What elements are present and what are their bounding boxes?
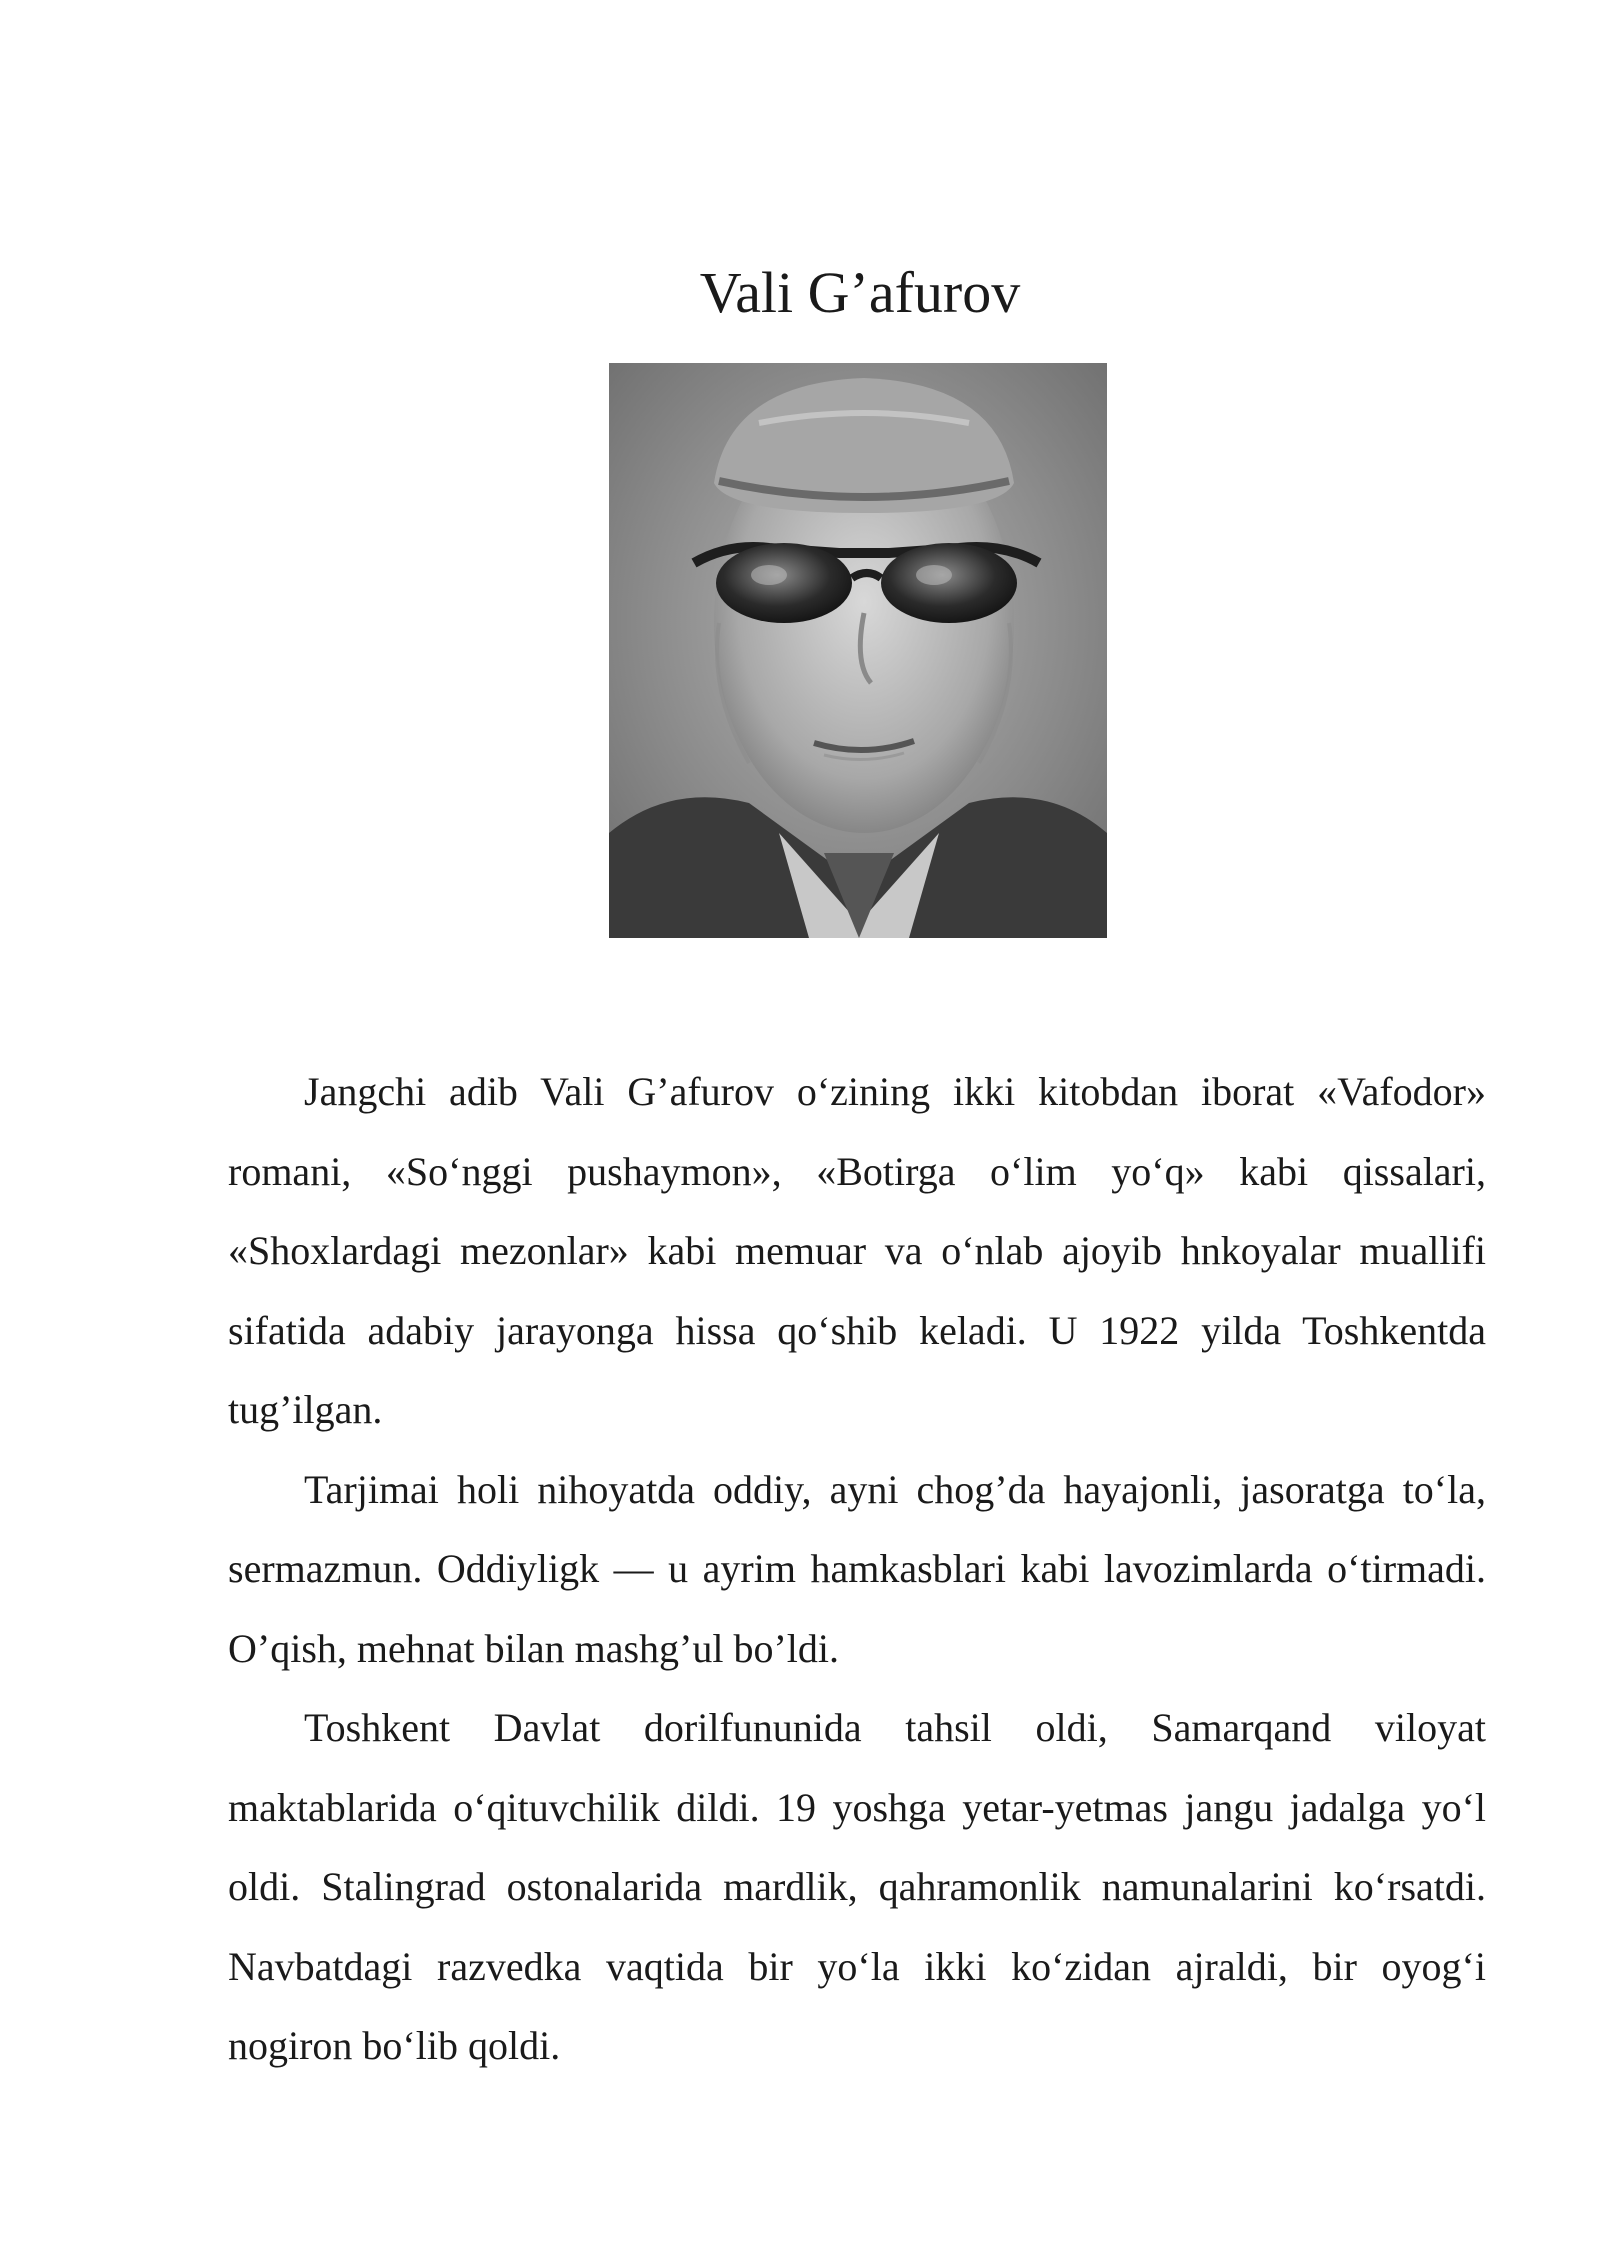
paragraph-3: Toshkent Davlat dorilfununida tahsil oldi, Samarqand viloyat maktablarida o‘qituvchilik dildi. 19 yoshga yetar-yetmas jangu jadalga yo‘l oldi. Stalingrad ostonalarida mardlik, qahramonlik namunalarini ko‘rsatdi. Navbatdagi razvedka vaqtida bir yo‘la ikki ko‘zidan ajraldi, bir oyog‘i nogiron bo‘lib qoldi. — [228, 1705, 1486, 2068]
portrait-photo — [609, 363, 1107, 938]
portrait-photo-graphic — [609, 363, 1107, 938]
paragraph-2: Tarjimai holi nihoyatda oddiy, ayni chog’da hayajonli, jasoratga to‘la, sermazmun. Oddiyligk — u ayrim hamkasblari kabi lavozimlarda o‘tirmadi. O’qish, mehnat bilan mashg’ul bo’ldi. — [228, 1466, 1486, 1671]
article-body — [228, 1052, 1486, 2086]
paragraph-1: Jangchi adib Vali G’afurov o‘zining ikki kitobdan iborat «Vafodor» romani, «So‘nggi pushaymon», «Botirga o‘lim yo‘q» kabi qissalari, «Shoxlardagi mezonlar» kabi memuar va o‘nlab ajoyib hnkoyalar muallifi sifatida adabiy jarayonga hissa qo‘shib keladi. U 1922 yilda Toshkentda tug’ilgan. — [228, 1069, 1486, 1432]
page-title: Vali G’afurov — [699, 260, 1021, 325]
